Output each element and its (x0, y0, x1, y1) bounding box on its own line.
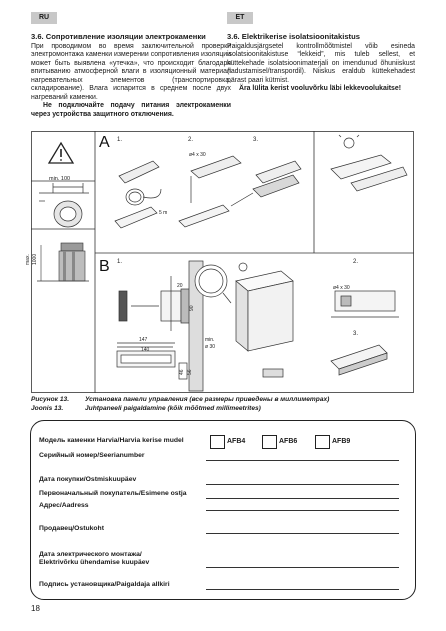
model-option-afb9: AFB9 (332, 438, 351, 445)
dim-min30-b: ø 30 (205, 344, 216, 350)
serial-label: Серийный номер/Seerianumber (39, 452, 145, 459)
model-label: Модель каменки Harvia/Harvia kerise mudel (39, 437, 184, 444)
page-number: 18 (31, 604, 40, 613)
panel-b-step-3: 3. (353, 331, 359, 337)
et-section-title: 3.6. Elektrikerise isolatsioonitakistus (227, 32, 360, 41)
caption-et-key: Joonis 13. (31, 405, 64, 412)
dim-min100: min. 100 (49, 176, 71, 182)
ru-column (31, 33, 231, 119)
et-body-text: Paigaldusjärgsetel kontrollmõõtmistel võib esineda isolatsioonitakistuse “lekkeid”, mis tuleb sellest, et küttekehade isolatsioonimaterjali on imendunud õhuniiskust (ladustamisel/transpordil). Niiskus eraldub küttekehadest pärast paari kütmist. (227, 42, 415, 84)
caption-et (31, 405, 261, 412)
panel-b-step-1: 1. (117, 259, 123, 265)
clearance-illustration (39, 183, 89, 227)
buyer-field[interactable] (206, 498, 399, 499)
ru-body-text: При проводимом во время заключительной проверки электромонтажа каменки измерении сопротивления изоляции может быть выявлена «утечка», что происходит благодаря впитыванию атмосферной влаги в изоляционный материал нагревательных элементов (транспортировка, складирование). Влага испарится в среднем после двух нагреваний каменки. (31, 42, 231, 101)
dim-56: 56 (187, 369, 193, 375)
dim-140: 140 (141, 347, 150, 353)
model-checkbox-afb9[interactable] (315, 435, 330, 449)
purchase-date-label: Дата покупки/Ostmiskuupäev (39, 476, 137, 483)
panel-a-label: A (99, 134, 110, 151)
model-option-afb4: AFB4 (227, 438, 246, 445)
warranty-form (30, 420, 416, 600)
install-date-label-1: Дата электрического монтажа/ (39, 551, 142, 558)
dim-cable: 5 m (159, 210, 168, 216)
warning-triangle-icon (49, 143, 73, 163)
address-field[interactable] (206, 510, 399, 511)
dim-max-label: max. (25, 254, 31, 265)
model-option-afb6: AFB6 (279, 438, 298, 445)
dim-min30-a: min. (205, 337, 215, 343)
ru-warning-text: Не подключайте подачу питания электрокаменки через устройства защитного отключения. (31, 102, 231, 118)
dim-hole-a: ø4 x 30 (189, 152, 206, 158)
buyer-label: Первоначальный покупатель/Esimene ostja (39, 490, 187, 497)
et-warning-text: Ära lülita kerist vooluvõrku läbi lekkevoolukaitse! (239, 85, 401, 92)
dim-46: 46 (179, 369, 185, 375)
lang-tab-ru: RU (31, 12, 57, 24)
panel-a-step-2: 2. (188, 137, 194, 143)
purchase-date-field[interactable] (206, 484, 399, 485)
heater-illustration (37, 243, 89, 281)
dim-147: 147 (139, 337, 148, 343)
panel-b-step-2: 2. (353, 259, 359, 265)
panel-a-step-3: 3. (253, 137, 259, 143)
seller-field[interactable] (206, 533, 399, 534)
install-date-field[interactable] (206, 567, 399, 568)
lang-tab-et: ET (227, 12, 253, 24)
address-label: Адрес/Aadress (39, 502, 89, 509)
et-column (227, 33, 415, 94)
signature-field[interactable] (206, 589, 399, 590)
model-checkbox-afb4[interactable] (210, 435, 225, 449)
dim-90: 90 (189, 305, 195, 311)
panel-b-label: B (99, 258, 110, 275)
caption-ru-text: Установка панели управления (все размеры приведены в миллиметрах) (85, 396, 330, 403)
dim-hole-b: ø4 x 30 (333, 285, 350, 291)
caption-ru (31, 396, 329, 403)
ru-section-title: 3.6. Сопротивление изоляции электрокаменки (31, 32, 206, 41)
panel-b-drawings (117, 261, 399, 391)
caption-et-text: Juhtpaneeli paigaldamine (kõik mõõtmed millimeetrites) (85, 405, 261, 412)
panel-a-step-1: 1. (117, 137, 123, 143)
seller-label: Продавец/Ostukoht (39, 525, 104, 532)
installation-figure (25, 131, 414, 393)
signature-label: Подпись установщика/Paigaldaja allkiri (39, 581, 170, 588)
serial-field[interactable] (206, 460, 399, 461)
dim-20: 20 (177, 283, 183, 289)
model-checkbox-afb6[interactable] (262, 435, 277, 449)
dim-max-value: 1000 (32, 253, 38, 265)
caption-ru-key: Рисунок 13. (31, 396, 70, 403)
install-date-label-2: Elektrivõrku ühendamise kuupäev (39, 559, 150, 566)
